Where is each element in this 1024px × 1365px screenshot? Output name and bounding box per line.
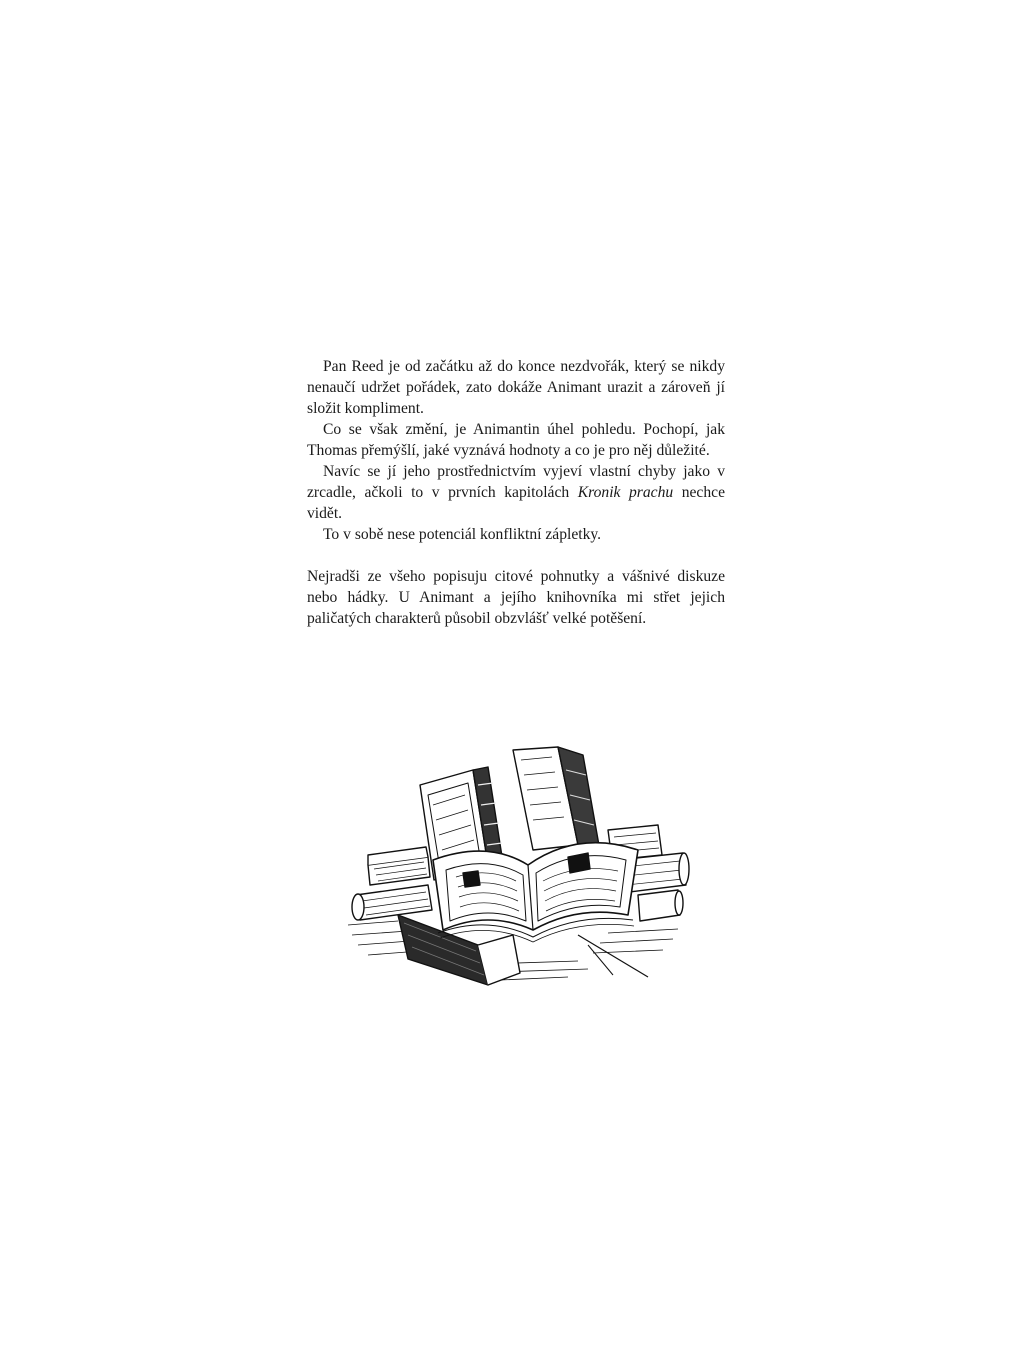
paragraph-4: To v sobě nese potenciál konfliktní zápletky. <box>323 526 602 543</box>
paragraph-3-text-end: nechce vidět. <box>307 484 725 522</box>
book-title-italic: Kronik prachu <box>577 484 674 501</box>
paragraph-5: Nejradši ze všeho popisuju citové pohnutky a vášnivé diskuze nebo hádky. U Animant a jejího knihovníka mi střet jejich paličatých charakterů působil obzvlášť velké potěšení. <box>307 568 725 627</box>
paragraph-2: Co se však změní, je Animantin úhel pohledu. Pochopí, jak Thomas přemýšlí, jaké vyznává hodnoty a co je pro něj důležité. <box>307 421 725 459</box>
paragraph-1: Pan Reed je od začátku až do konce nezdvořák, který se nikdy nenaučí udržet pořádek, zato dokáže Animant urazit a zároveň jí složit kompliment. <box>307 358 725 417</box>
paragraph-3 <box>307 461 725 524</box>
stack-of-old-books-engraving-icon <box>338 745 692 995</box>
body-text <box>307 356 725 629</box>
paragraph-3-text-start: Navíc se jí jeho prostřednictvím vyjeví vlastní chyby jako v zrcadle, ačkoli to v prvních kapitolách <box>307 463 725 501</box>
